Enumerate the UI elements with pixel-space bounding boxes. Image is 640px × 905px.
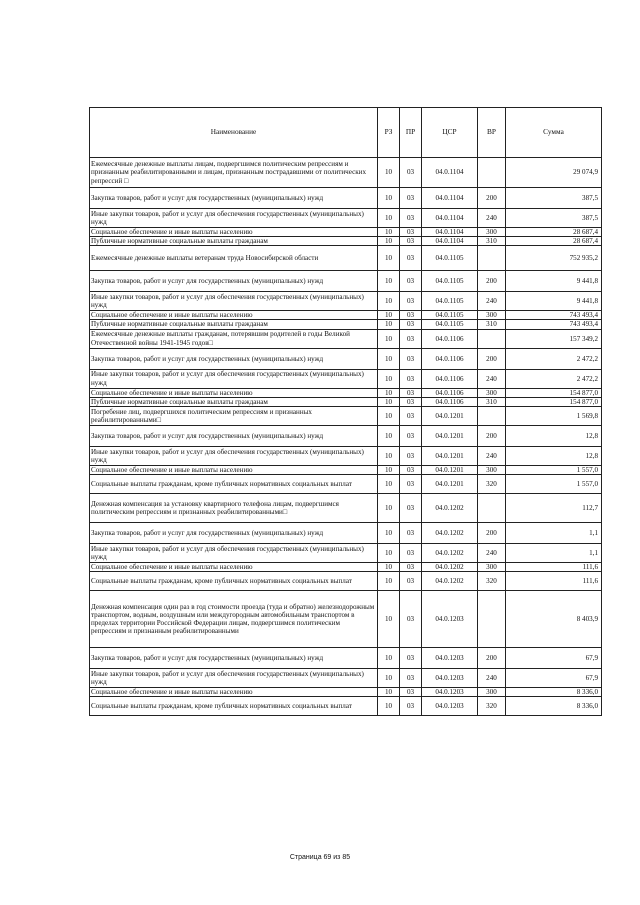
table-row: [90, 669, 602, 688]
row-rz: 10: [378, 425, 400, 446]
row-csr: 04.0.1201: [422, 425, 478, 446]
row-sum: 8 403,9: [506, 591, 602, 648]
row-pr: 03: [400, 246, 422, 271]
row-sum: 752 935,2: [506, 246, 602, 271]
row-rz: 10: [378, 572, 400, 591]
row-sum: 111,6: [506, 563, 602, 572]
row-rz: 10: [378, 397, 400, 406]
row-csr: 04.0.1106: [422, 397, 478, 406]
row-pr: 03: [400, 188, 422, 209]
row-vr: [478, 329, 506, 348]
table-row: [90, 271, 602, 292]
table-header-row: [90, 108, 602, 158]
row-pr: 03: [400, 209, 422, 228]
row-sum: 1,1: [506, 523, 602, 544]
table-row: [90, 406, 602, 425]
row-pr: 03: [400, 388, 422, 397]
row-csr: 04.0.1106: [422, 329, 478, 348]
row-name: Иные закупки товаров, работ и услуг для обеспечения государственных (муниципальных) нужд: [90, 369, 378, 388]
row-pr: 03: [400, 494, 422, 523]
table-row: [90, 209, 602, 228]
row-sum: 111,6: [506, 572, 602, 591]
table-row: [90, 425, 602, 446]
row-name: Иные закупки товаров, работ и услуг для обеспечения государственных (муниципальных) нужд: [90, 544, 378, 563]
header-vr: ВР: [478, 108, 506, 158]
row-pr: 03: [400, 591, 422, 648]
row-name: Закупка товаров, работ и услуг для государственных (муниципальных) нужд: [90, 648, 378, 669]
row-vr: 300: [478, 311, 506, 320]
row-sum: 67,9: [506, 669, 602, 688]
row-csr: 04.0.1104: [422, 209, 478, 228]
row-rz: 10: [378, 271, 400, 292]
row-sum: 9 441,8: [506, 292, 602, 311]
row-rz: 10: [378, 228, 400, 237]
row-vr: 300: [478, 228, 506, 237]
row-csr: 04.0.1202: [422, 572, 478, 591]
page-number: Страница 69 из 85: [289, 854, 351, 861]
row-vr: 200: [478, 648, 506, 669]
row-sum: 743 493,4: [506, 311, 602, 320]
table-row: [90, 311, 602, 320]
row-rz: 10: [378, 591, 400, 648]
row-vr: 200: [478, 188, 506, 209]
row-pr: 03: [400, 425, 422, 446]
row-vr: [478, 406, 506, 425]
row-vr: 240: [478, 209, 506, 228]
row-csr: 04.0.1201: [422, 465, 478, 474]
row-rz: 10: [378, 388, 400, 397]
row-name: Социальное обеспечение и иные выплаты населению: [90, 388, 378, 397]
row-vr: 240: [478, 369, 506, 388]
row-vr: 300: [478, 563, 506, 572]
row-vr: 240: [478, 292, 506, 311]
row-vr: 240: [478, 544, 506, 563]
row-rz: 10: [378, 648, 400, 669]
row-csr: 04.0.1105: [422, 271, 478, 292]
table-row: [90, 648, 602, 669]
row-csr: 04.0.1105: [422, 292, 478, 311]
row-sum: 2 472,2: [506, 348, 602, 369]
row-sum: 387,5: [506, 209, 602, 228]
row-pr: 03: [400, 475, 422, 494]
row-name: Ежемесячные денежные выплаты гражданам, потерявшим родителей в годы Великой Отечественной войны 1941-1945 годов□: [90, 329, 378, 348]
row-rz: 10: [378, 669, 400, 688]
table-row: [90, 572, 602, 591]
row-pr: 03: [400, 397, 422, 406]
row-name: Социальные выплаты гражданам, кроме публичных нормативных социальных выплат: [90, 475, 378, 494]
row-name: Денежная компенсация за установку квартирного телефона лицам, подвергшимся политическим репрессиям и признанных реабилитированными□: [90, 494, 378, 523]
row-rz: 10: [378, 237, 400, 246]
row-csr: 04.0.1202: [422, 523, 478, 544]
table-row: [90, 544, 602, 563]
row-pr: 03: [400, 292, 422, 311]
row-csr: 04.0.1106: [422, 388, 478, 397]
row-sum: 8 336,0: [506, 697, 602, 716]
row-vr: [478, 246, 506, 271]
row-name: Социальное обеспечение и иные выплаты населению: [90, 228, 378, 237]
row-vr: 240: [478, 669, 506, 688]
row-name: Публичные нормативные социальные выплаты гражданам: [90, 237, 378, 246]
table-row: [90, 591, 602, 648]
row-sum: 8 336,0: [506, 688, 602, 697]
row-name: Ежемесячные денежные выплаты ветеранам труда Новосибирской области: [90, 246, 378, 271]
row-pr: 03: [400, 369, 422, 388]
row-pr: 03: [400, 311, 422, 320]
row-sum: 387,5: [506, 188, 602, 209]
row-csr: 04.0.1203: [422, 591, 478, 648]
row-name: Социальное обеспечение и иные выплаты населению: [90, 688, 378, 697]
row-name: Погребение лиц, подвергшихся политическим репрессиям и признанных реабилитированными□: [90, 406, 378, 425]
row-csr: 04.0.1201: [422, 406, 478, 425]
row-name: Закупка товаров, работ и услуг для государственных (муниципальных) нужд: [90, 188, 378, 209]
header-rz: РЗ: [378, 108, 400, 158]
row-vr: [478, 158, 506, 188]
row-csr: 04.0.1202: [422, 494, 478, 523]
row-sum: 1,1: [506, 544, 602, 563]
row-sum: 1 557,0: [506, 465, 602, 474]
row-csr: 04.0.1104: [422, 158, 478, 188]
row-pr: 03: [400, 237, 422, 246]
row-csr: 04.0.1104: [422, 237, 478, 246]
row-sum: 1 569,8: [506, 406, 602, 425]
table-row: [90, 329, 602, 348]
row-rz: 10: [378, 563, 400, 572]
row-rz: 10: [378, 320, 400, 329]
row-csr: 04.0.1105: [422, 246, 478, 271]
header-sum: Сумма: [506, 108, 602, 158]
row-sum: 12,8: [506, 425, 602, 446]
row-vr: 320: [478, 572, 506, 591]
row-sum: 28 687,4: [506, 237, 602, 246]
table-row: [90, 292, 602, 311]
table-row: [90, 523, 602, 544]
row-csr: 04.0.1106: [422, 369, 478, 388]
table-row: [90, 320, 602, 329]
table-row: [90, 388, 602, 397]
row-rz: 10: [378, 209, 400, 228]
row-vr: 300: [478, 465, 506, 474]
row-pr: 03: [400, 158, 422, 188]
row-sum: 9 441,8: [506, 271, 602, 292]
row-rz: 10: [378, 406, 400, 425]
row-vr: 310: [478, 237, 506, 246]
row-pr: 03: [400, 563, 422, 572]
budget-table: [89, 107, 602, 716]
row-pr: 03: [400, 688, 422, 697]
row-name: Социальное обеспечение и иные выплаты населению: [90, 465, 378, 474]
row-csr: 04.0.1202: [422, 563, 478, 572]
row-csr: 04.0.1104: [422, 228, 478, 237]
row-rz: 10: [378, 523, 400, 544]
row-pr: 03: [400, 544, 422, 563]
row-csr: 04.0.1105: [422, 320, 478, 329]
header-name: Наименование: [90, 108, 378, 158]
row-pr: 03: [400, 648, 422, 669]
row-name: Закупка товаров, работ и услуг для государственных (муниципальных) нужд: [90, 425, 378, 446]
row-vr: 320: [478, 697, 506, 716]
table-row: [90, 494, 602, 523]
row-sum: 2 472,2: [506, 369, 602, 388]
row-csr: 04.0.1203: [422, 669, 478, 688]
row-name: Публичные нормативные социальные выплаты гражданам: [90, 397, 378, 406]
row-rz: 10: [378, 246, 400, 271]
row-rz: 10: [378, 311, 400, 320]
table-body: [90, 158, 602, 716]
row-vr: 200: [478, 523, 506, 544]
row-csr: 04.0.1201: [422, 475, 478, 494]
table-row: [90, 475, 602, 494]
row-sum: 28 687,4: [506, 228, 602, 237]
table-row: [90, 563, 602, 572]
row-csr: 04.0.1105: [422, 311, 478, 320]
row-rz: 10: [378, 544, 400, 563]
header-csr: ЦСР: [422, 108, 478, 158]
row-vr: 200: [478, 348, 506, 369]
row-vr: 310: [478, 397, 506, 406]
row-csr: 04.0.1203: [422, 697, 478, 716]
row-pr: 03: [400, 572, 422, 591]
row-rz: 10: [378, 158, 400, 188]
table-row: [90, 246, 602, 271]
row-rz: 10: [378, 292, 400, 311]
table-row: [90, 237, 602, 246]
row-rz: 10: [378, 446, 400, 465]
row-pr: 03: [400, 523, 422, 544]
row-vr: 200: [478, 271, 506, 292]
row-rz: 10: [378, 465, 400, 474]
row-rz: 10: [378, 688, 400, 697]
row-sum: 154 877,0: [506, 397, 602, 406]
row-rz: 10: [378, 369, 400, 388]
row-sum: 1 557,0: [506, 475, 602, 494]
row-name: Закупка товаров, работ и услуг для государственных (муниципальных) нужд: [90, 523, 378, 544]
row-pr: 03: [400, 228, 422, 237]
row-pr: 03: [400, 446, 422, 465]
row-name: Иные закупки товаров, работ и услуг для обеспечения государственных (муниципальных) нужд: [90, 669, 378, 688]
row-vr: 200: [478, 425, 506, 446]
row-name: Иные закупки товаров, работ и услуг для обеспечения государственных (муниципальных) нужд: [90, 446, 378, 465]
row-vr: 310: [478, 320, 506, 329]
table-row: [90, 158, 602, 188]
row-name: Социальные выплаты гражданам, кроме публичных нормативных социальных выплат: [90, 697, 378, 716]
row-sum: 29 074,9: [506, 158, 602, 188]
row-vr: 320: [478, 475, 506, 494]
row-name: Социальные выплаты гражданам, кроме публичных нормативных социальных выплат: [90, 572, 378, 591]
table-row: [90, 688, 602, 697]
row-pr: 03: [400, 348, 422, 369]
row-sum: 743 493,4: [506, 320, 602, 329]
row-csr: 04.0.1106: [422, 348, 478, 369]
row-sum: 12,8: [506, 446, 602, 465]
row-sum: 154 877,0: [506, 388, 602, 397]
row-pr: 03: [400, 669, 422, 688]
row-vr: 300: [478, 388, 506, 397]
table-row: [90, 228, 602, 237]
row-name: Иные закупки товаров, работ и услуг для обеспечения государственных (муниципальных) нужд: [90, 209, 378, 228]
table-row: [90, 369, 602, 388]
table-row: [90, 697, 602, 716]
row-sum: 157 349,2: [506, 329, 602, 348]
row-rz: 10: [378, 188, 400, 209]
row-vr: [478, 494, 506, 523]
row-name: Иные закупки товаров, работ и услуг для обеспечения государственных (муниципальных) нужд: [90, 292, 378, 311]
row-vr: 240: [478, 446, 506, 465]
table-row: [90, 397, 602, 406]
row-name: Закупка товаров, работ и услуг для государственных (муниципальных) нужд: [90, 348, 378, 369]
row-name: Ежемесячные денежные выплаты лицам, подвергшимся политическим репрессиям и признанным реабилитированными и лицам, признанным пострадавшими от политических репрессий □: [90, 158, 378, 188]
table-row: [90, 465, 602, 474]
row-rz: 10: [378, 348, 400, 369]
row-name: Закупка товаров, работ и услуг для государственных (муниципальных) нужд: [90, 271, 378, 292]
row-csr: 04.0.1201: [422, 446, 478, 465]
row-vr: 300: [478, 688, 506, 697]
row-vr: [478, 591, 506, 648]
table-row: [90, 188, 602, 209]
row-rz: 10: [378, 329, 400, 348]
row-sum: 67,9: [506, 648, 602, 669]
row-rz: 10: [378, 494, 400, 523]
row-rz: 10: [378, 697, 400, 716]
row-pr: 03: [400, 465, 422, 474]
row-pr: 03: [400, 406, 422, 425]
row-sum: 112,7: [506, 494, 602, 523]
table-row: [90, 446, 602, 465]
row-csr: 04.0.1104: [422, 188, 478, 209]
row-rz: 10: [378, 475, 400, 494]
row-pr: 03: [400, 697, 422, 716]
row-pr: 03: [400, 271, 422, 292]
row-csr: 04.0.1203: [422, 688, 478, 697]
row-csr: 04.0.1202: [422, 544, 478, 563]
row-name: Социальное обеспечение и иные выплаты населению: [90, 311, 378, 320]
row-csr: 04.0.1203: [422, 648, 478, 669]
row-name: Публичные нормативные социальные выплаты гражданам: [90, 320, 378, 329]
row-name: Социальное обеспечение и иные выплаты населению: [90, 563, 378, 572]
row-name: Денежная компенсация один раз в год стоимости проезда (туда и обратно) железнодорожным транспортом, водным, воздушным или междугородным автомобильным транспортом в пределах территории Российской Федерации лицам, подвергшимся политическим репрессиям и признанным реабилитированными: [90, 591, 378, 648]
row-pr: 03: [400, 329, 422, 348]
header-pr: ПР: [400, 108, 422, 158]
table-row: [90, 348, 602, 369]
row-pr: 03: [400, 320, 422, 329]
